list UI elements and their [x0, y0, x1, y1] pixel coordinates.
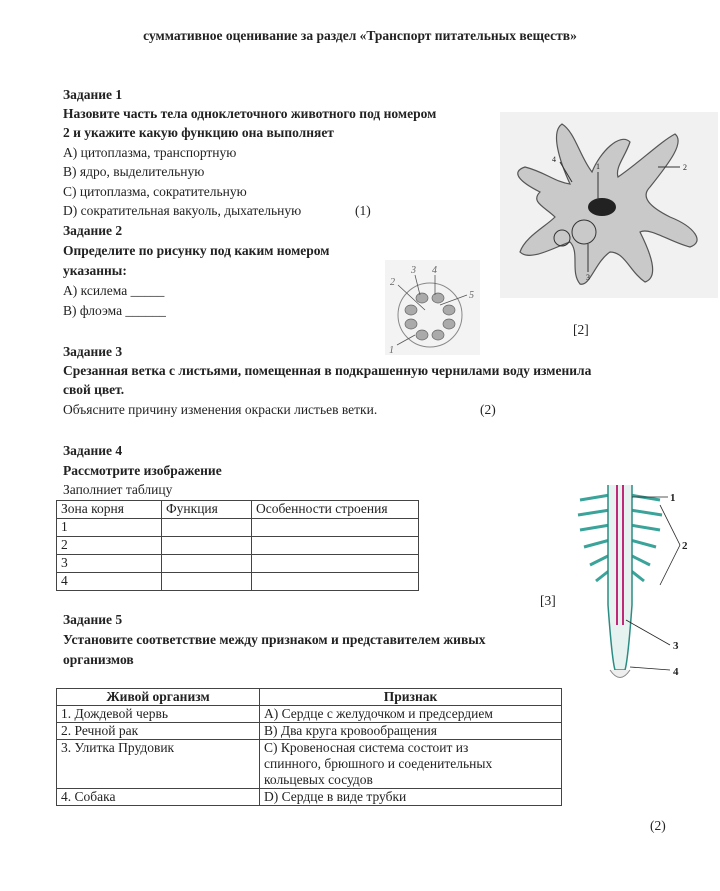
figure-label: 2	[682, 540, 688, 552]
table-row	[57, 555, 419, 573]
root-figure	[570, 485, 690, 690]
function-cell[interactable]	[162, 537, 252, 555]
task4-heading: Задание 4	[63, 443, 123, 458]
task3-question: Срезанная ветка с листьями, помещенная в подкрашенную чернилами воду изменила	[63, 363, 592, 378]
table-cell: 1. Дождевой червь	[57, 706, 260, 723]
function-cell[interactable]	[162, 519, 252, 537]
task1-score: (1)	[355, 203, 371, 218]
table-cell: 4. Собака	[57, 789, 260, 806]
task2-heading: Задание 2	[63, 223, 123, 238]
structure-cell[interactable]	[252, 573, 419, 591]
root-zone-table	[56, 500, 419, 591]
task3-heading: Задание 3	[63, 344, 123, 359]
table-row	[57, 740, 562, 789]
table-cell: А) Сердце с желудочком и предсердием	[260, 706, 562, 723]
table-cell: 3	[57, 555, 162, 573]
task4-instruction: Заполниет таблицу	[63, 482, 173, 497]
task2-score: [2]	[573, 322, 589, 337]
figure-label: 2	[683, 163, 687, 172]
table-row	[57, 789, 562, 806]
table-header: Зона корня	[57, 501, 162, 519]
figure-label: 3	[586, 273, 590, 282]
table-header: Особенности строения	[252, 501, 419, 519]
figure-label: 4	[552, 155, 556, 164]
figure-label: 3	[411, 265, 416, 276]
task2-question: указанны:	[63, 263, 127, 278]
task5-score: (2)	[650, 818, 666, 833]
task1-question: Назовите часть тела одноклеточного животного под номером	[63, 106, 437, 121]
amoeba-figure	[500, 112, 718, 298]
table-row	[57, 706, 562, 723]
task4-question: Рассмотрите изображение	[63, 463, 222, 478]
table-cell: 4	[57, 573, 162, 591]
task1-question: 2 и укажите какую функцию она выполняет	[63, 125, 334, 140]
task1-option: А) цитоплазма, транспортную	[63, 145, 237, 160]
stem-cross-section-figure	[385, 260, 480, 355]
figure-label: 1	[389, 345, 394, 355]
table-cell: В) Два круга кровообращения	[260, 723, 562, 740]
task5-question: организмов	[63, 652, 134, 667]
figure-label: 3	[673, 640, 679, 652]
table-header: Функция	[162, 501, 252, 519]
structure-cell[interactable]	[252, 519, 419, 537]
task3-score: (2)	[480, 402, 496, 417]
table-row	[57, 537, 419, 555]
table-cell: 3. Улитка Прудовик	[57, 740, 260, 789]
task4-score: [3]	[540, 593, 556, 608]
page-title: суммативное оценивание за раздел «Транспорт питательных веществ»	[143, 28, 577, 43]
task1-option: С) цитоплазма, сократительную	[63, 184, 247, 199]
figure-label: 1	[670, 492, 676, 504]
task5-question: Установите соответствие между признаком и представителем живых	[63, 632, 486, 647]
task1-option: В) ядро, выделительную	[63, 164, 205, 179]
function-cell[interactable]	[162, 573, 252, 591]
table-header: Живой организм	[57, 689, 260, 706]
figure-label: 2	[390, 277, 395, 288]
task3-question: свой цвет.	[63, 382, 125, 397]
table-header: Признак	[260, 689, 562, 706]
task1-heading: Задание 1	[63, 87, 123, 102]
task5-heading: Задание 5	[63, 612, 123, 627]
table-cell: 2. Речной рак	[57, 723, 260, 740]
table-cell: С) Кровеносная система состоит из спинного, брюшного и соеденительных кольцевых сосудов	[260, 740, 562, 789]
task2-item: В) флоэма ______	[63, 303, 166, 318]
structure-cell[interactable]	[252, 537, 419, 555]
table-row	[57, 723, 562, 740]
task1-option: D) сократительная вакуоль, дыхательную	[63, 203, 302, 218]
figure-label: 5	[469, 290, 474, 301]
table-cell: D) Сердце в виде трубки	[260, 789, 562, 806]
task2-question: Определите по рисунку под каким номером	[63, 243, 330, 258]
figure-label: 4	[673, 666, 679, 678]
figure-label: 1	[596, 162, 600, 171]
structure-cell[interactable]	[252, 555, 419, 573]
table-cell: 2	[57, 537, 162, 555]
table-cell: 1	[57, 519, 162, 537]
matching-table	[56, 688, 562, 806]
task2-item: А) ксилема _____	[63, 283, 165, 298]
table-row	[57, 519, 419, 537]
task3-instruction: Объясните причину изменения окраски листьев ветки.	[63, 402, 378, 417]
figure-label: 4	[432, 265, 437, 276]
table-row	[57, 573, 419, 591]
function-cell[interactable]	[162, 555, 252, 573]
